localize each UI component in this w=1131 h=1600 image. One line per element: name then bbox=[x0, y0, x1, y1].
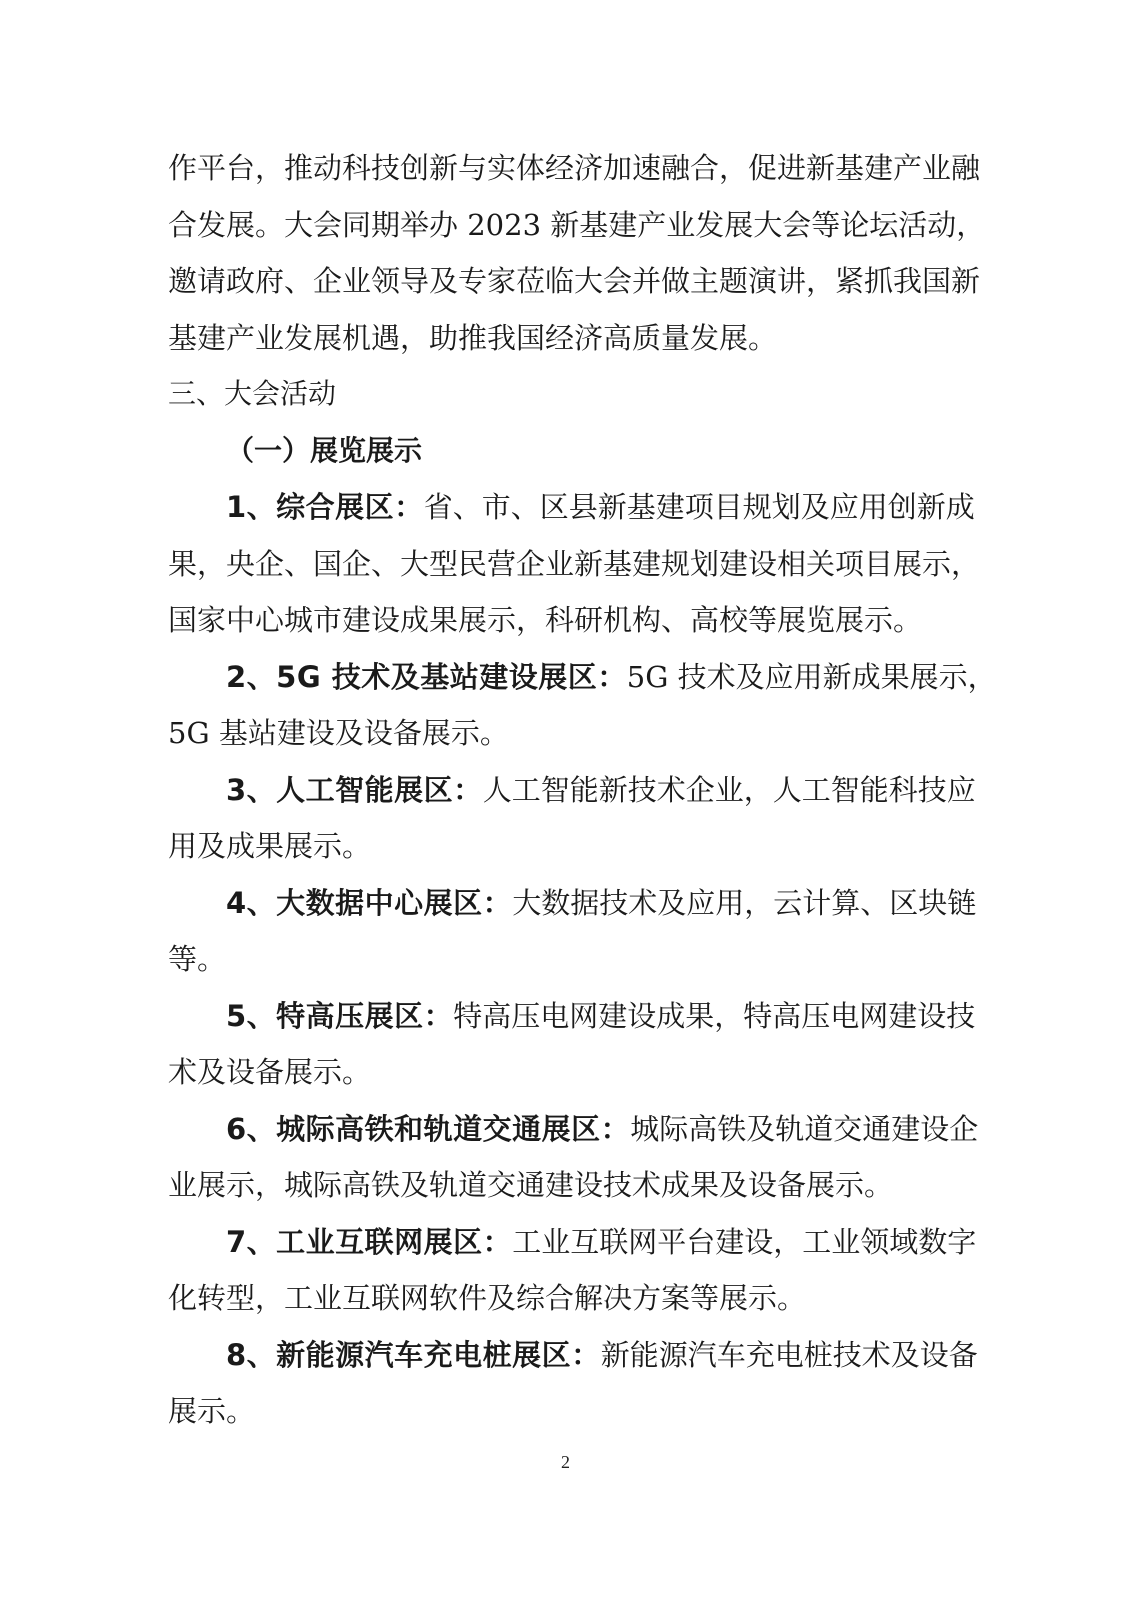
item-continuation: 展示。 bbox=[168, 1394, 256, 1428]
item-continuation: 国家中心城市建设成果展示，科研机构、高校等展览展示。 bbox=[168, 603, 923, 637]
item-label: 3、人工智能展区： bbox=[226, 772, 483, 807]
intro-line: 邀请政府、企业领导及专家莅临大会并做主题演讲，紧抓我国新 bbox=[168, 264, 981, 298]
item-text: 特高压电网建设成果，特高压电网建设技 bbox=[453, 998, 976, 1033]
list-item bbox=[168, 762, 976, 819]
list-item bbox=[168, 988, 976, 1045]
item-label: 7、工业互联网展区： bbox=[226, 1224, 513, 1259]
intro-line: 基建产业发展机遇，助推我国经济高质量发展。 bbox=[168, 320, 778, 355]
intro-line: 合发展。大会同期举办 2023 新基建产业发展大会等论坛活动， bbox=[168, 207, 986, 242]
intro-line: 作平台，推动科技创新与实体经济加速融合，促进新基建产业融 bbox=[168, 151, 981, 185]
item-continuation: 化转型，工业互联网软件及综合解决方案等展示。 bbox=[168, 1281, 807, 1315]
list-item bbox=[168, 1214, 977, 1271]
item-continuation: 等。 bbox=[168, 942, 227, 976]
item-text: 5G 技术及应用新成果展示， bbox=[626, 659, 997, 694]
item-label: 1、综合展区： bbox=[226, 490, 424, 524]
item-text: 大数据技术及应用，云计算、区块链 bbox=[512, 885, 977, 920]
list-item bbox=[168, 1327, 978, 1384]
item-label: 6、城际高铁和轨道交通展区： bbox=[226, 1111, 631, 1146]
page-number: 2 bbox=[561, 1452, 570, 1472]
section-title: 三、大会活动 bbox=[168, 377, 337, 410]
subsection-title: （一）展览展示 bbox=[226, 433, 423, 467]
item-continuation: 5G 基站建设及设备展示。 bbox=[168, 716, 509, 750]
list-item bbox=[168, 649, 997, 706]
item-label: 5、特高压展区： bbox=[226, 998, 454, 1033]
item-text: 新能源汽车充电桩技术及设备 bbox=[600, 1337, 978, 1372]
list-item bbox=[168, 875, 977, 932]
list-item bbox=[168, 479, 975, 536]
item-text: 城际高铁及轨道交通建设企 bbox=[630, 1111, 979, 1146]
item-label: 2、5G 技术及基站建设展区： bbox=[226, 659, 627, 694]
item-continuation: 果，央企、国企、大型民营企业新基建规划建设相关项目展示， bbox=[168, 546, 981, 581]
item-text: 人工智能新技术企业，人工智能科技应 bbox=[482, 772, 976, 807]
item-text: 省、市、区县新基建项目规划及应用创新成 bbox=[423, 490, 975, 524]
item-label: 8、新能源汽车充电桩展区： bbox=[226, 1337, 601, 1372]
item-label: 4、大数据中心展区： bbox=[226, 885, 513, 920]
item-continuation: 术及设备展示。 bbox=[168, 1055, 372, 1089]
list-item bbox=[168, 1101, 979, 1158]
item-continuation: 用及成果展示。 bbox=[168, 829, 372, 863]
item-continuation: 业展示，城际高铁及轨道交通建设技术成果及设备展示。 bbox=[168, 1168, 894, 1202]
document-page bbox=[168, 140, 997, 1440]
item-text: 工业互联网平台建设，工业领域数字 bbox=[512, 1224, 977, 1259]
